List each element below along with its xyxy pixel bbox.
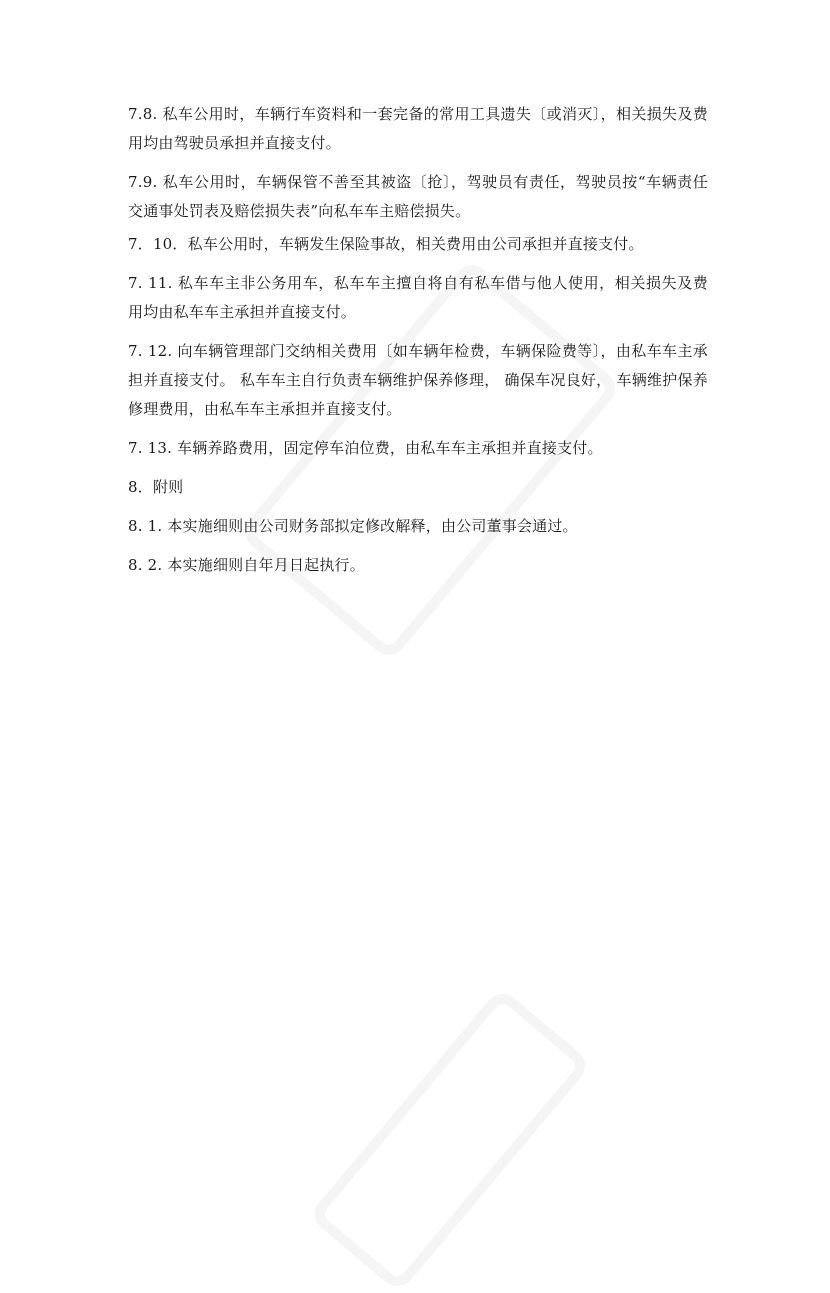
section-8-heading: 8．附则 xyxy=(128,478,184,496)
clause-7-11: 7. 11. 私车车主非公务用车，私车车主擅自将自有私车借与他人使用，相关损失及费用均由私车车主承担并直接支付。 xyxy=(128,274,708,321)
clause-7-13: 7. 13. 车辆养路费用，固定停车泊位费，由私车车主承担并直接支付。 xyxy=(128,439,603,457)
clause-7-8: 7.8. 私车公用时，车辆行车资料和一套完备的常用工具遗失〔或消灭〕，相关损失及费用均由驾驶员承担并直接支付。 xyxy=(128,105,708,152)
clause-7-9: 7.9. 私车公用时，车辆保管不善至其被盗〔抢〕，驾驶员有责任，驾驶员按“车辆责任交通事处罚表及赔偿损失表”向私车车主赔偿损失。 xyxy=(128,173,708,220)
clause-7-12: 7. 12. 向车辆管理部门交纳相关费用〔如车辆年检费，车辆保险费等〕，由私车车主承担并直接支付。 私车车主自行负责车辆维护保养修理， 确保车况良好， 车辆维护保养修理费用，由私车车主承担并直接支付。 xyxy=(128,342,708,418)
watermark-icon xyxy=(308,987,593,1293)
clause-8-1: 8. 1. 本实施细则由公司财务部拟定修改解释，由公司董事会通过。 xyxy=(128,517,578,535)
document-body xyxy=(128,100,708,590)
clause-7-10: 7．10．私车公用时，车辆发生保险事故，相关费用由公司承担并直接支付。 xyxy=(128,235,644,253)
clause-8-2: 8. 2. 本实施细则自年月日起执行。 xyxy=(128,556,365,574)
